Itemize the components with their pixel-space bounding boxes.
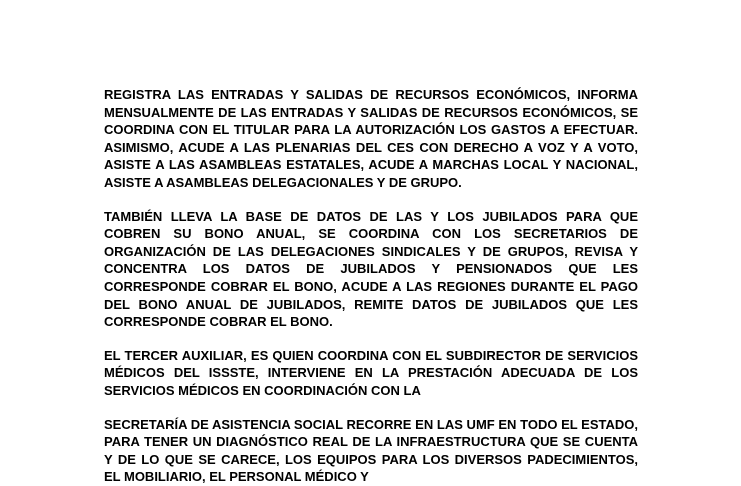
document-body: [104, 86, 638, 486]
paragraph-third-auxiliary: EL TERCER AUXILIAR, ES QUIEN COORDINA CON EL SUBDIRECTOR DE SERVICIOS MÉDICOS DEL ISSSTE, INTERVIENE EN LA PRESTACIÓN ADECUADA DE LOS SERVICIOS MÉDICOS EN COORDINACIÓN CON LA: [104, 347, 638, 398]
paragraph-finance-duties: REGISTRA LAS ENTRADAS Y SALIDAS DE RECURSOS ECONÓMICOS, INFORMA MENSUALMENTE DE LAS ENTRADAS Y SALIDAS DE RECURSOS ECONÓMICOS, SE COORDINA CON EL TITULAR PARA LA AUTORIZACIÓN LOS GASTOS A EFECTUAR. ASIMISMO, ACUDE A LAS PLENARIAS DEL CES CON DERECHO A VOZ Y A VOTO, ASISTE A LAS ASAMBLEAS ESTATALES, ACUDE A MARCHAS LOCAL Y NACIONAL, ASISTE A ASAMBLEAS DELEGACIONALES Y DE GRUPO.: [104, 87, 638, 190]
paragraph-social-assistance: SECRETARÍA DE ASISTENCIA SOCIAL RECORRE EN LAS UMF EN TODO EL ESTADO, PARA TENER UN DIAGNÓSTICO REAL DE LA INFRAESTRUCTURA QUE SE CUENTA Y DE LO QUE SE CARECE, LOS EQUIPOS PARA LOS DIVERSOS PADECIMIENTOS, EL MOBILIARIO, EL PERSONAL MÉDICO Y: [104, 416, 638, 485]
paragraph-retirees-database: TAMBIÉN LLEVA LA BASE DE DATOS DE LAS Y LOS JUBILADOS PARA QUE COBREN SU BONO ANUAL, SE COORDINA CON LOS SECRETARIOS DE ORGANIZACIÓN DE LAS DELEGACIONES SINDICALES Y DE GRUPOS, REVISA Y CONCENTRA LOS DATOS DE JUBILADOS Y PENSIONADOS QUE LES CORRESPONDE COBRAR EL BONO, ACUDE A LAS REGIONES DURANTE EL PAGO DEL BONO ANUAL DE JUBILADOS, REMITE DATOS DE JUBILADOS QUE LES CORRESPONDE COBRAR EL BONO.: [104, 208, 638, 330]
